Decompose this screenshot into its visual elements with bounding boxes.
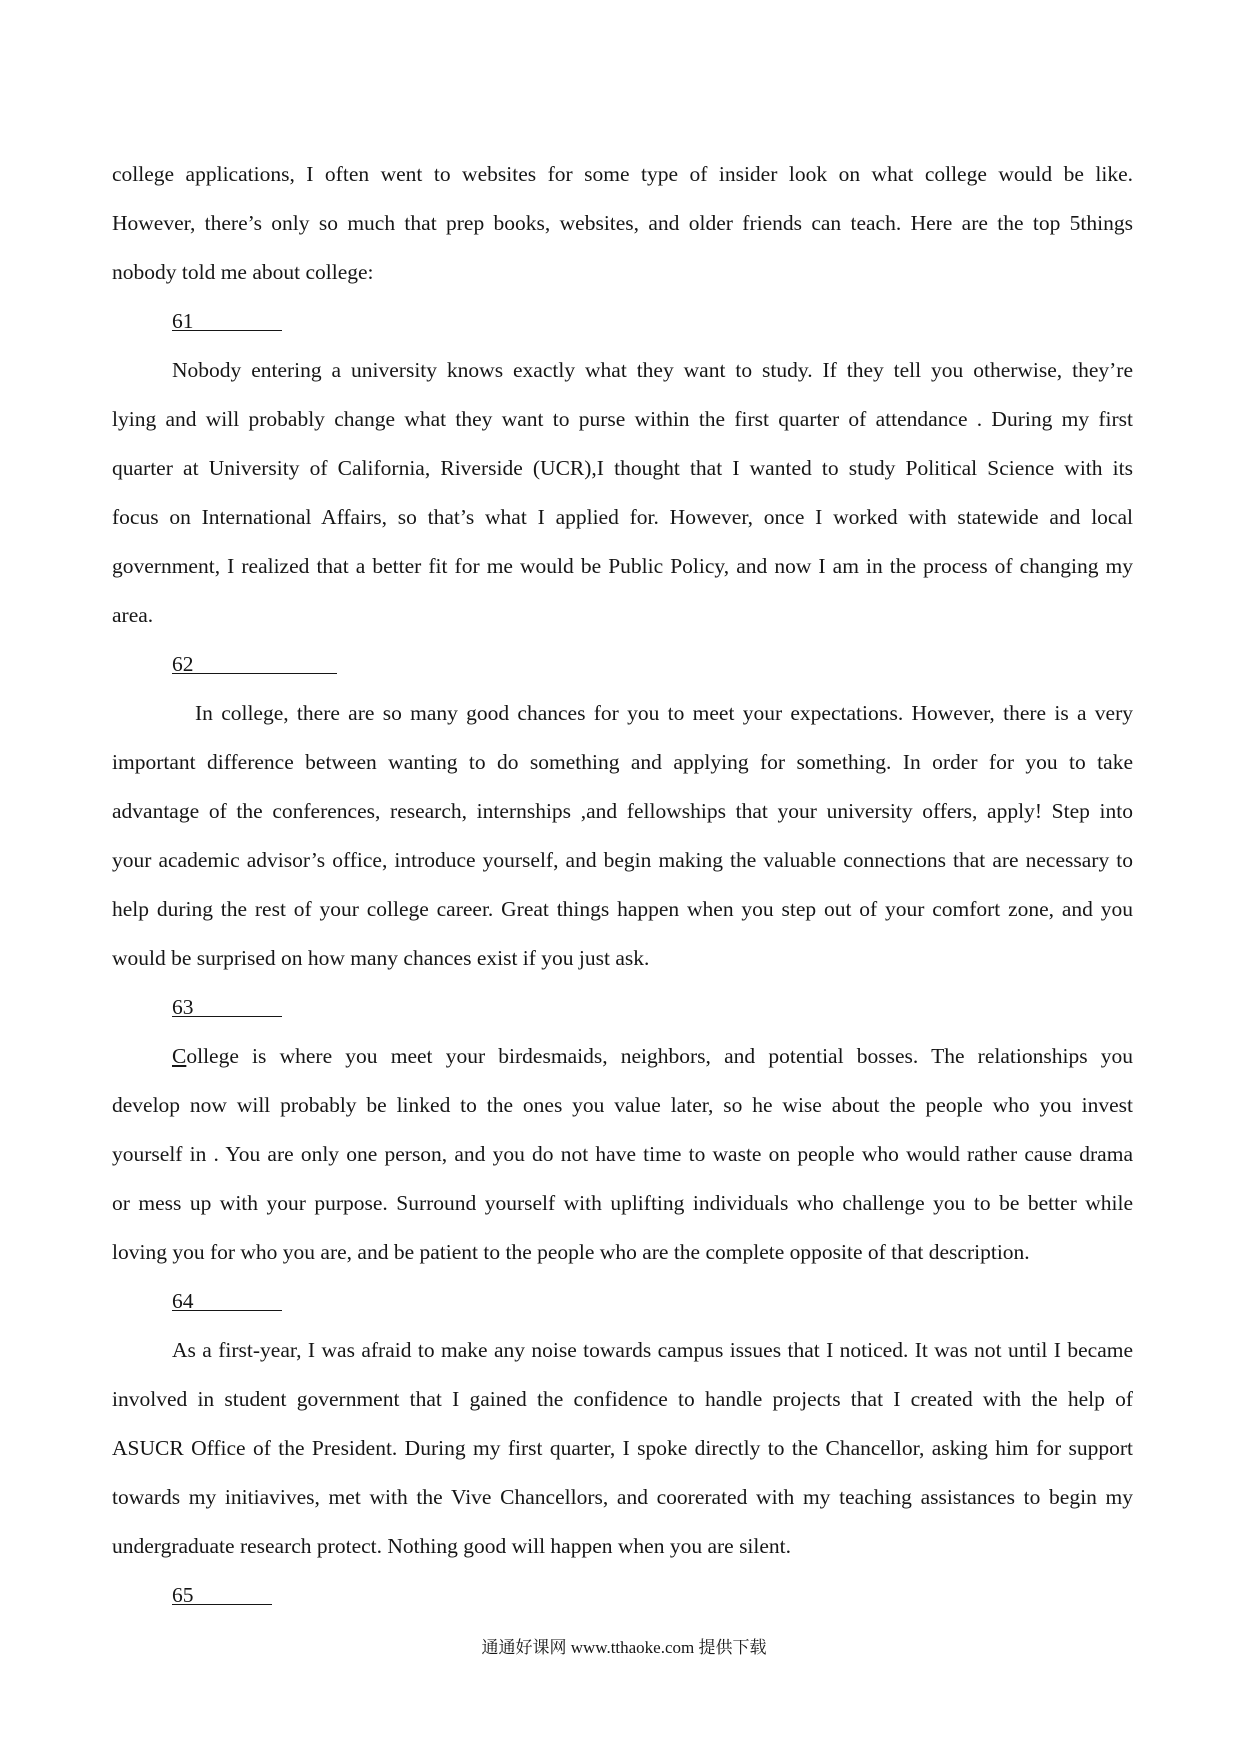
paragraph-line: help during the rest of your college career. Great things happen when you step out of your comfort zone, and you [112, 897, 1133, 921]
paragraph-line: As a first-year, I was afraid to make any noise towards campus issues that I noticed. It was not until I became [172, 1338, 1133, 1362]
answer-blank-65: 65 [172, 1586, 272, 1605]
paragraph-line: area. [112, 603, 154, 627]
question-64-heading [112, 1277, 1133, 1326]
paragraph-line: important difference between wanting to do something and applying for something. In order for you to take [112, 750, 1133, 774]
paragraph-line: advantage of the conferences, research, internships ,and fellowships that your university offers, apply! Step into [112, 799, 1133, 823]
intro-line: nobody told me about college: [112, 260, 374, 284]
answer-blank-62: 62 [172, 655, 337, 674]
paragraph-line: would be surprised on how many chances exist if you just ask. [112, 946, 650, 970]
paragraph-line: College is where you meet your birdesmaids, neighbors, and potential bosses. The relationships you [172, 1044, 1133, 1068]
paragraph-line: undergraduate research protect. Nothing good will happen when you are silent. [112, 1534, 792, 1558]
question-63-heading [112, 983, 1133, 1032]
paragraph-line: lying and will probably change what they want to purse within the first quarter of attendance . During my first [112, 407, 1133, 431]
paragraph-line: loving you for who you are, and be patient to the people who are the complete opposite of that description. [112, 1240, 1030, 1264]
paragraph-line: towards my initiavives, met with the Vive Chancellors, and coorerated with my teaching assistances to begin my [112, 1485, 1133, 1509]
page-footer: 通通好课网 www.tthaoke.com 提供下载 [481, 1638, 767, 1657]
reading-passage [112, 150, 1133, 1620]
intro-paragraph [112, 150, 1133, 297]
paragraph-61 [112, 346, 1133, 640]
question-65-heading [112, 1571, 1133, 1620]
question-61-heading [112, 297, 1133, 346]
answer-blank-64: 64 [172, 1292, 282, 1311]
paragraph-62 [112, 689, 1133, 983]
paragraph-line: your academic advisor’s office, introduce yourself, and begin making the valuable connections that are necessary to [112, 848, 1133, 872]
paragraph-line: quarter at University of California, Riverside (UCR),I thought that I wanted to study Political Science with its [112, 456, 1133, 480]
paragraph-64 [112, 1326, 1133, 1571]
paragraph-line: involved in student government that I gained the confidence to handle projects that I created with the help of [112, 1387, 1133, 1411]
paragraph-line: yourself in . You are only one person, and you do not have time to waste on people who would rather cause drama [112, 1142, 1133, 1166]
answer-blank-61: 61 [172, 312, 282, 331]
answer-blank-63: 63 [172, 998, 282, 1017]
paragraph-line: In college, there are so many good chances for you to meet your expectations. However, there is a very [195, 701, 1133, 725]
paragraph-63 [112, 1032, 1133, 1277]
intro-line: college applications, I often went to websites for some type of insider look on what college would be like. [112, 162, 1133, 186]
paragraph-line: or mess up with your purpose. Surround yourself with uplifting individuals who challenge you to be better while [112, 1191, 1133, 1215]
paragraph-line: government, I realized that a better fit for me would be Public Policy, and now I am in the process of changing my [112, 554, 1133, 578]
question-62-heading [112, 640, 1133, 689]
paragraph-line: focus on International Affairs, so that’s what I applied for. However, once I worked with statewide and local [112, 505, 1133, 529]
intro-line: However, there’s only so much that prep books, websites, and older friends can teach. Here are the top 5things [112, 211, 1133, 235]
paragraph-line: ASUCR Office of the President. During my first quarter, I spoke directly to the Chancellor, asking him for support [112, 1436, 1133, 1460]
paragraph-line: Nobody entering a university knows exactly what they want to study. If they tell you otherwise, they’re [172, 358, 1133, 382]
paragraph-line: develop now will probably be linked to the ones you value later, so he wise about the people who you invest [112, 1093, 1133, 1117]
